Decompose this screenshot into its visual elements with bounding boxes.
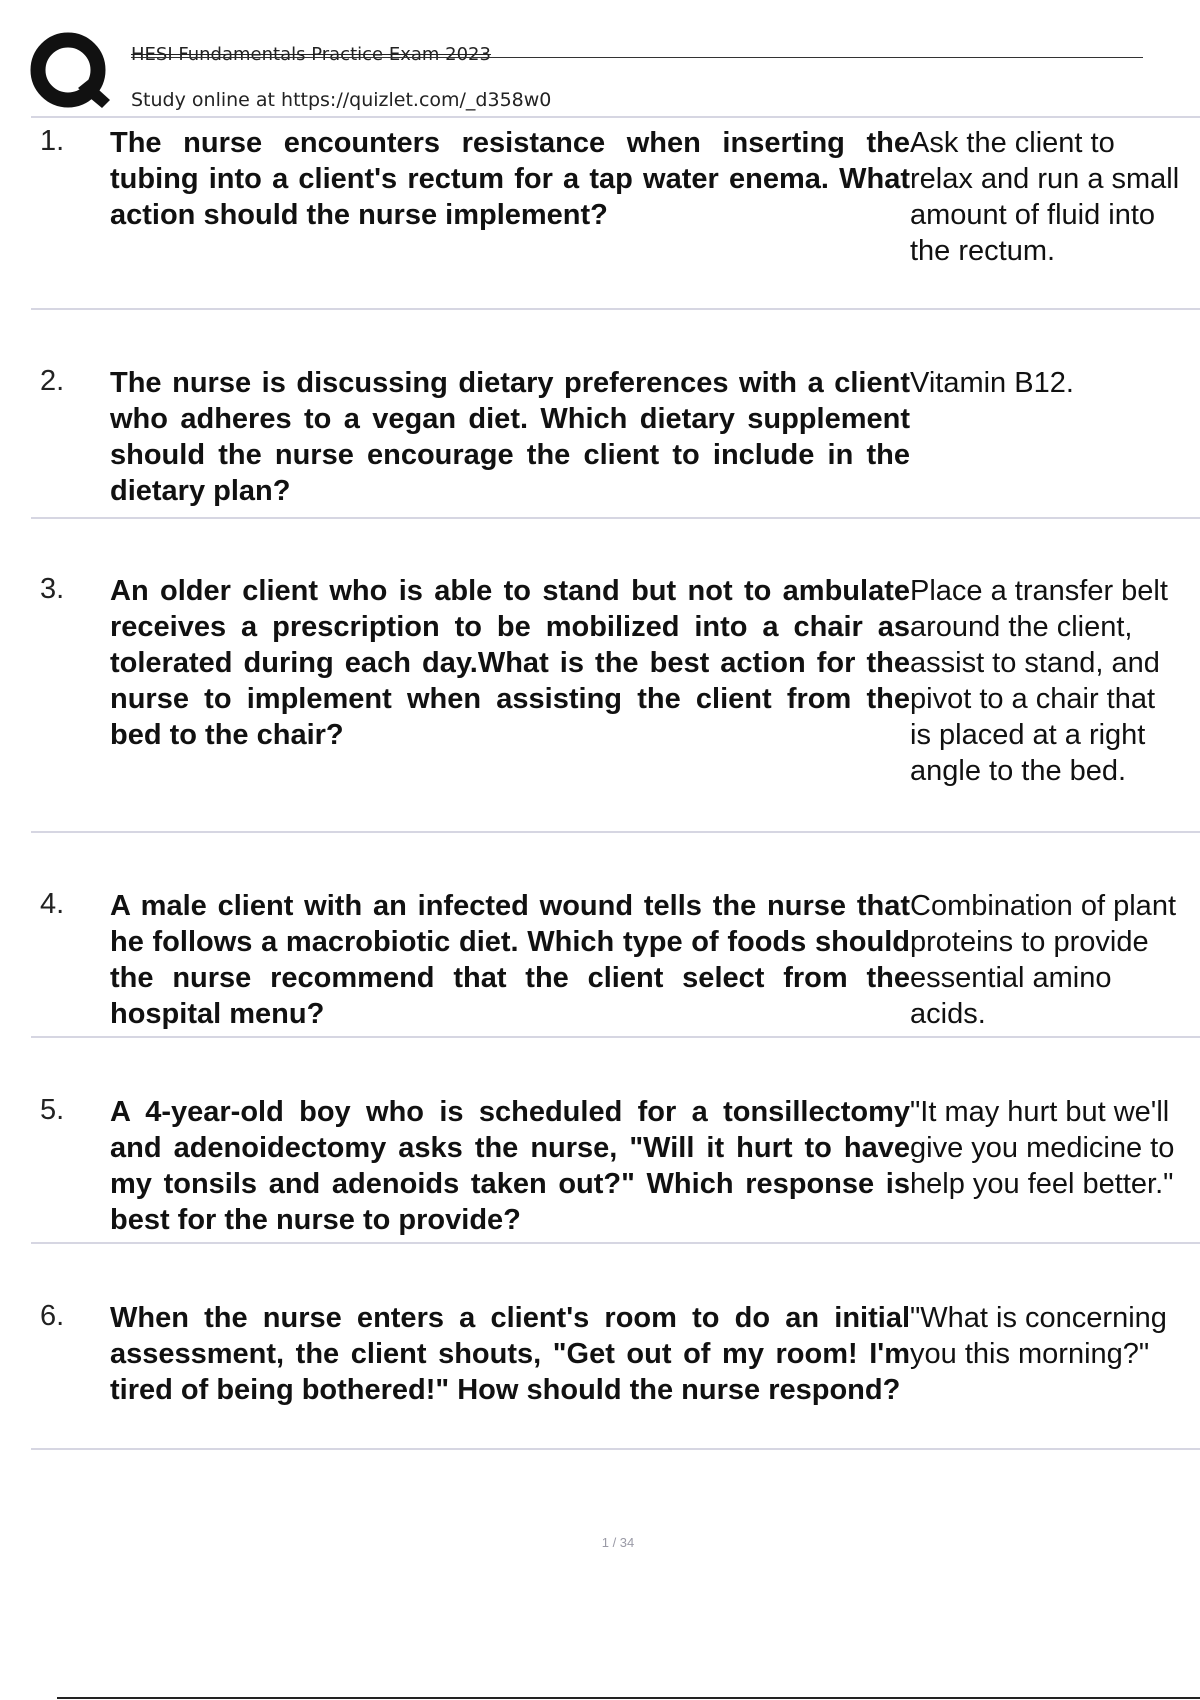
question-text: The nurse encounters resistance when inserting the tubing into a client's rectum for a tap water enema. What action should the nurse implement? (110, 127, 910, 231)
divider (31, 831, 1200, 833)
question-number: 3. (40, 573, 65, 605)
divider (31, 1242, 1200, 1244)
answer-text: "What is concerning you this morning?" (910, 1302, 1167, 1370)
quizlet-logo-icon (30, 28, 110, 112)
answer-text: Place a transfer belt around the client, assist to stand, and pivot to a chair that is placed at a right angle to the bed. (910, 575, 1168, 787)
document-title: HESI Fundamentals Practice Exam 2023 (131, 44, 491, 65)
question-number: 4. (40, 888, 65, 920)
question-text: A male client with an infected wound tells the nurse that he follows a macrobiotic diet. Which type of foods should the nurse recommend that the client select from the hospital menu? (110, 890, 910, 1030)
divider (31, 517, 1200, 519)
divider (31, 1036, 1200, 1038)
divider (31, 308, 1200, 310)
bottom-rule (57, 1697, 1200, 1699)
question-number: 1. (40, 125, 65, 157)
divider (31, 116, 1200, 118)
divider (31, 1448, 1200, 1450)
question-text: When the nurse enters a client's room to do an initial assessment, the client shouts, "Get out of my room! I'm tired of being bothered!" How should the nurse respond? (110, 1302, 910, 1406)
question-text: An older client who is able to stand but not to ambulate receives a prescription to be mobilized into a chair as tolerated during each day.What is the best action for the nurse to implement when assisting the client from the bed to the chair? (110, 575, 910, 751)
question-text: A 4-year-old boy who is scheduled for a tonsillectomy and adenoidectomy asks the nurse, "Will it hurt to have my tonsils and adenoids taken out?" Which response is best for the nurse to provide? (110, 1096, 910, 1236)
answer-text: Vitamin B12. (910, 367, 1074, 399)
question-number: 6. (40, 1300, 65, 1332)
answer-text: Combination of plant proteins to provide essential amino acids. (910, 890, 1176, 1030)
header-rule (131, 57, 1143, 58)
answer-text: "It may hurt but we'll give you medicine to help you feel better." (910, 1096, 1175, 1200)
question-number: 2. (40, 365, 65, 397)
study-online-link[interactable]: Study online at https://quizlet.com/_d358w0 (131, 89, 552, 111)
question-text: The nurse is discussing dietary preferences with a client who adheres to a vegan diet. Which dietary supplement should the nurse encourage the client to include in the dietary plan? (110, 367, 910, 507)
page-number: 1 / 34 (601, 1535, 635, 1550)
question-number: 5. (40, 1094, 65, 1126)
answer-text: Ask the client to relax and run a small amount of fluid into the rectum. (910, 127, 1180, 267)
